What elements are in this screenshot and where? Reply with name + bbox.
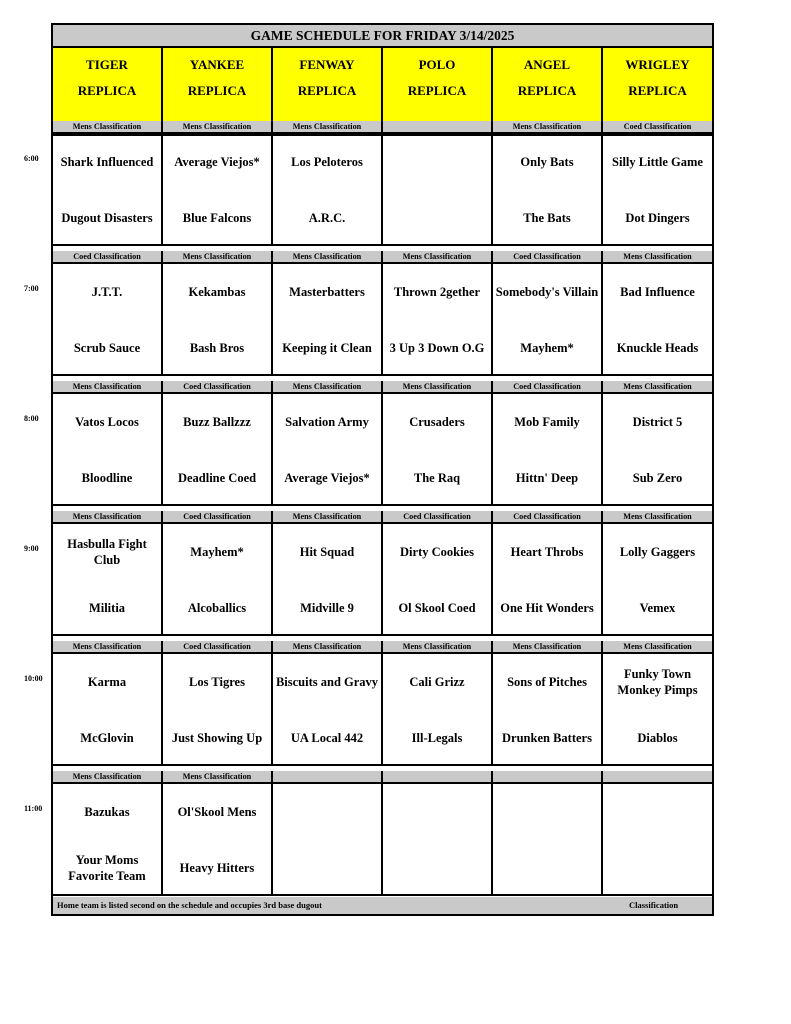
classification-label: Mens Classification [603,641,712,654]
home-team: Deadline Coed [177,471,257,485]
game-cell [163,524,273,636]
field-name: POLO [418,57,456,72]
home-team [383,848,491,888]
home-team [383,198,491,238]
home-team: Militia [88,601,126,615]
game-cell [163,264,273,376]
away-team: Salvation Army [285,415,369,429]
home-team: Bloodline [81,471,133,485]
classification-label: Coed Classification [163,381,273,394]
game-cell [273,524,383,636]
game-cell [603,784,712,896]
away-team: Sons of Pitches [507,675,587,689]
game-cell [493,264,603,376]
classification-label: Mens Classification [603,511,712,524]
game-cell [383,264,493,376]
home-team: Sub Zero [632,471,683,485]
home-team: Alcoballics [187,601,247,615]
classification-label: Mens Classification [273,511,383,524]
away-team: J.T.T. [91,285,123,299]
game-cell [273,394,383,506]
classification-label: Mens Classification [383,641,493,654]
game-cell [163,134,273,246]
classification-label: Mens Classification [383,381,493,394]
field-name: ANGEL [523,57,571,72]
away-team [273,792,381,832]
home-team: Diablos [637,731,678,745]
away-team [493,792,601,832]
classification-label [603,771,712,784]
home-team: Just Showing Up [171,731,263,745]
classification-label: Coed Classification [383,511,493,524]
classification-label: Mens Classification [273,251,383,264]
game-cell [163,784,273,896]
game-cell [383,654,493,766]
game-cell [603,264,712,376]
home-team: Hittn' Deep [515,471,579,485]
classification-label: Coed Classification [603,121,712,134]
home-team: Blue Falcons [182,211,252,225]
game-cell [383,784,493,896]
field-subtitle: REPLICA [77,83,137,98]
time-label: 9:00 [24,544,39,553]
game-cell [383,524,493,636]
home-team: One Hit Wonders [500,601,594,615]
field-name: FENWAY [299,57,355,72]
classification-label: Coed Classification [493,381,603,394]
away-team: Mob Family [514,415,580,429]
away-team [383,792,491,832]
classification-label: Mens Classification [53,121,163,134]
away-team: Dirty Cookies [400,545,474,559]
home-team: Ill-Legals [411,731,463,745]
away-team: Silly Little Game [612,155,703,169]
classification-label: Coed Classification [163,641,273,654]
home-team: Mayhem* [520,341,574,355]
game-cell [493,524,603,636]
field-subtitle: REPLICA [628,83,687,98]
game-cell [493,394,603,506]
home-team: Midville 9 [300,601,354,615]
classification-label: Mens Classification [273,121,383,134]
classification-label: Mens Classification [383,251,493,264]
home-team: The Bats [523,211,571,225]
away-team: Hasbulla Fight Club [67,537,147,567]
game-cell [273,134,383,246]
game-cell [53,654,163,766]
classification-label: Coed Classification [493,511,603,524]
classification-label [493,771,603,784]
time-label: 7:00 [24,284,39,293]
away-team: Bazukas [84,805,130,819]
home-team: Scrub Sauce [73,341,141,355]
classification-label: Coed Classification [53,251,163,264]
home-team: Your Moms Favorite Team [68,853,146,883]
away-team: Average Viejos* [174,155,260,169]
home-team: Dugout Disasters [61,211,153,225]
classification-label: Mens Classification [493,121,603,134]
home-team: Bash Bros [189,341,245,355]
footer-classification: Classification [629,900,679,910]
game-cell [163,654,273,766]
classification-label: Mens Classification [163,771,273,784]
game-cell [603,524,712,636]
away-team [603,792,712,832]
home-team: Ol Skool Coed [398,601,476,615]
game-cell [53,264,163,376]
game-cell [273,264,383,376]
time-label: 8:00 [24,414,39,423]
field-name: TIGER [86,57,128,72]
home-team: Average Viejos* [284,471,370,485]
classification-label: Mens Classification [163,121,273,134]
classification-label [383,121,493,134]
game-cell [273,654,383,766]
home-team [493,848,601,888]
field-subtitle: REPLICA [517,83,577,98]
time-label: 6:00 [24,154,39,163]
home-team: Drunken Batters [502,731,592,745]
game-cell [493,654,603,766]
away-team: Kekambas [188,285,246,299]
game-cell [53,394,163,506]
away-team: District 5 [632,415,683,429]
away-team: Lolly Gaggers [619,545,696,559]
away-team: Somebody's Villain [495,285,599,299]
home-team: 3 Up 3 Down O.G [389,341,485,355]
home-team: A.R.C. [308,211,346,225]
field-name: YANKEE [189,57,245,72]
game-cell [493,134,603,246]
away-team [383,142,491,182]
field-subtitle: REPLICA [297,83,357,98]
away-team: Heart Throbs [510,545,584,559]
away-team: Hit Squad [299,545,355,559]
classification-label: Mens Classification [603,381,712,394]
classification-label: Mens Classification [163,251,273,264]
classification-label: Mens Classification [273,381,383,394]
away-team: Ol'Skool Mens [177,805,257,819]
away-team: Mayhem* [190,545,244,559]
classification-label: Mens Classification [53,511,163,524]
away-team: Thrown 2gether [393,285,481,299]
home-team: Vemex [639,601,676,615]
classification-label: Mens Classification [603,251,712,264]
classification-label: Coed Classification [163,511,273,524]
away-team: Vatos Locos [75,415,139,429]
classification-label [273,771,383,784]
away-team: Crusaders [409,415,465,429]
page-title: GAME SCHEDULE FOR FRIDAY 3/14/2025 [53,25,712,48]
away-team: Los Tigres [189,675,245,689]
away-team: Only Bats [520,155,574,169]
home-team: UA Local 442 [290,731,364,745]
home-team: The Raq [413,471,461,485]
away-team: Los Peloteros [291,155,363,169]
game-cell [163,394,273,506]
away-team: Bad Influence [620,285,695,299]
classification-label [383,771,493,784]
home-team: Heavy Hitters [179,861,255,875]
game-cell [53,784,163,896]
classification-label: Coed Classification [493,251,603,264]
time-label: 11:00 [24,804,43,813]
field-subtitle: REPLICA [407,83,467,98]
home-team [273,848,381,888]
game-cell [53,134,163,246]
home-team: McGlovin [80,731,134,745]
home-team: Keeping it Clean [282,341,372,355]
footer-bar [53,897,712,914]
away-team: Karma [87,675,127,689]
home-team: Knuckle Heads [616,341,699,355]
game-cell [603,134,712,246]
home-team [603,848,712,888]
schedule-table [51,23,714,916]
classification-label: Mens Classification [493,641,603,654]
away-team: Buzz Ballzzz [183,415,251,429]
game-cell [383,134,493,246]
away-team: Shark Influenced [60,155,154,169]
classification-label: Mens Classification [53,381,163,394]
away-team: Masterbatters [289,285,365,299]
classification-label: Mens Classification [53,771,163,784]
away-team: Cali Grizz [409,675,465,689]
game-cell [603,654,712,766]
game-cell [603,394,712,506]
game-cell [53,524,163,636]
away-team: Biscuits and Gravy [275,675,379,689]
away-team: Funky Town Monkey Pimps [617,667,698,697]
game-cell [273,784,383,896]
game-cell [493,784,603,896]
time-label: 10:00 [24,674,43,683]
field-subtitle: REPLICA [187,83,247,98]
field-name: WRIGLEY [625,57,690,72]
classification-label: Mens Classification [53,641,163,654]
home-team: Dot Dingers [625,211,690,225]
footer-note: Home team is listed second on the schedule and occupies 3rd base dugout [57,900,322,910]
classification-label: Mens Classification [273,641,383,654]
game-cell [383,394,493,506]
